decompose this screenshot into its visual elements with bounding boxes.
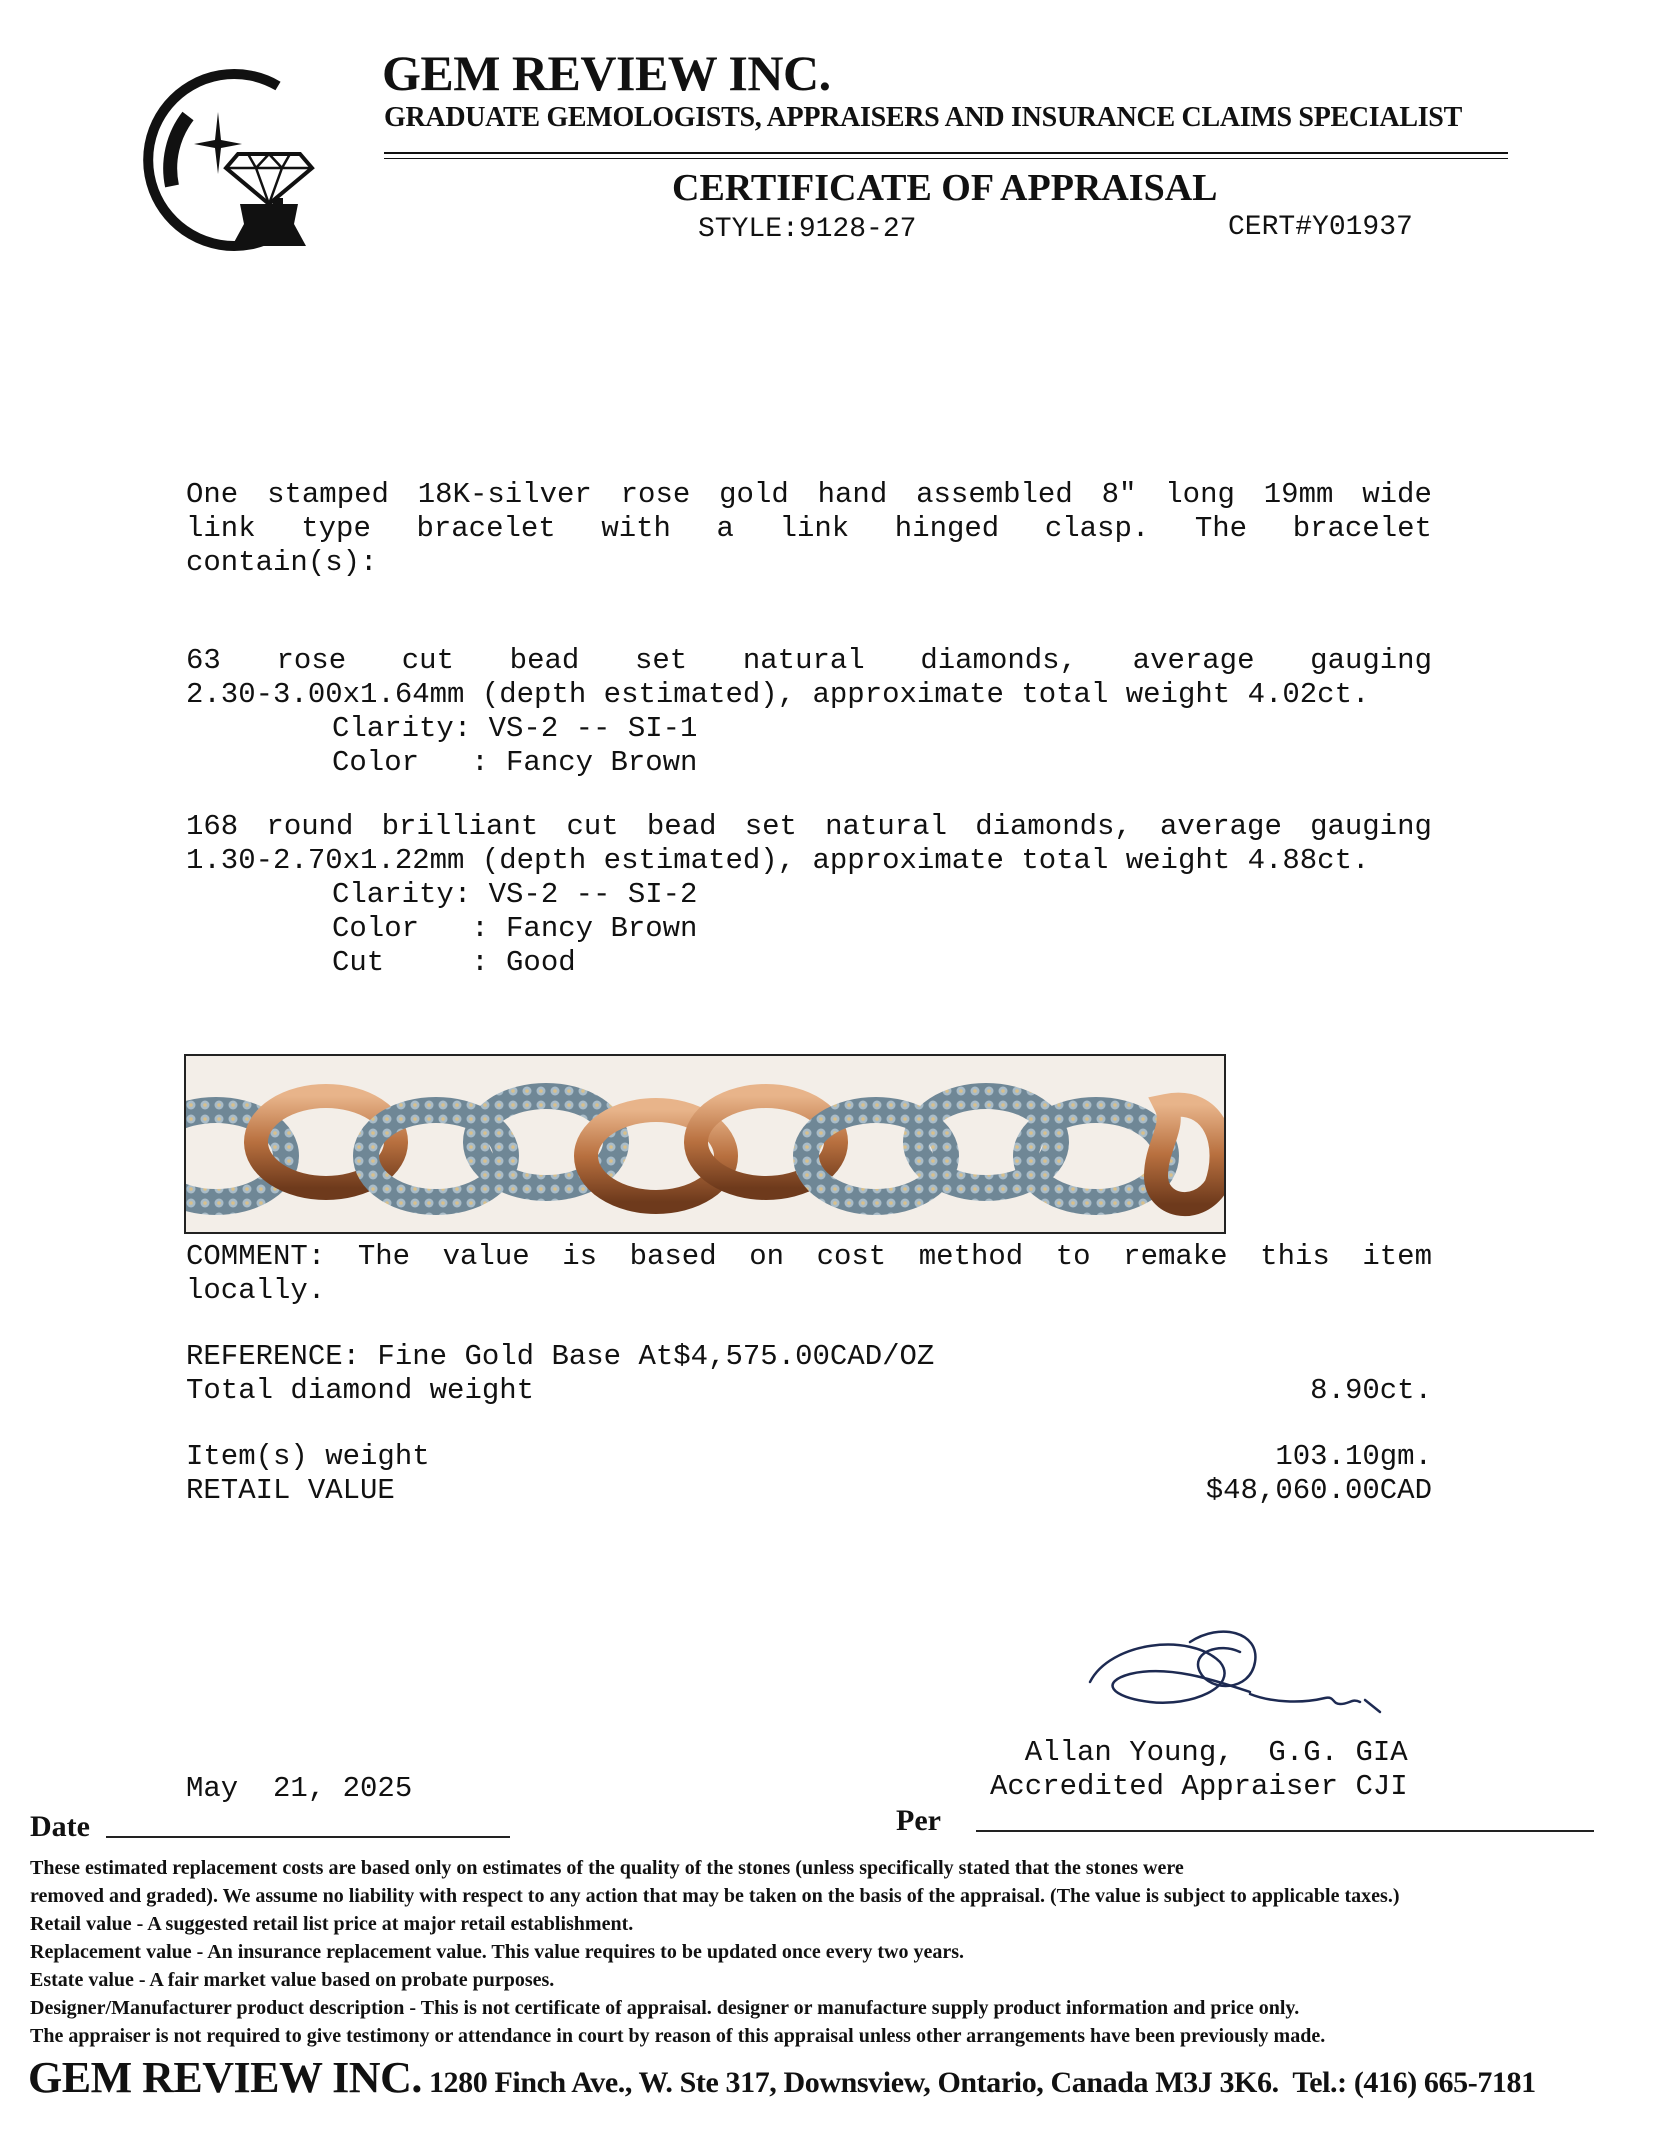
- word: to: [1055, 1240, 1091, 1273]
- total-diamond-label: Total diamond weight: [186, 1374, 535, 1407]
- word: long: [1165, 478, 1235, 511]
- retail-value-label: RETAIL VALUE: [186, 1474, 395, 1507]
- stone-color: Color : Fancy Brown: [332, 912, 698, 945]
- word: natural: [825, 810, 947, 843]
- company-name: GEM REVIEW INC.: [382, 45, 831, 101]
- retail-value-row: [186, 1474, 1432, 1508]
- word: type: [301, 512, 371, 545]
- appraiser-signature: [1070, 1612, 1400, 1732]
- description-line: [186, 478, 1432, 512]
- item-description: [186, 478, 1432, 580]
- word: on: [749, 1240, 784, 1273]
- word: The: [357, 1240, 411, 1273]
- disclaimer-line: Retail value - A suggested retail list price at major retail establishment.: [30, 1913, 634, 1935]
- disclaimer-line: These estimated replacement costs are based only on estimates of the quality of the stones (unless specifically stated that the stones were: [30, 1857, 1184, 1879]
- disclaimer-line: Replacement value - An insurance replacement value. This value requires to be updated once every two years.: [30, 1941, 965, 1963]
- retail-value-amount: $48,060.00CAD: [1205, 1474, 1432, 1507]
- word: rose: [276, 644, 347, 677]
- word: assembled: [916, 478, 1073, 511]
- word: 8": [1101, 478, 1137, 511]
- per-signature-line: [976, 1830, 1594, 1832]
- date-label: Date: [30, 1810, 90, 1843]
- footer-company-name: GEM REVIEW INC.: [28, 2053, 422, 2102]
- word: bracelet: [1292, 512, 1432, 545]
- appraiser-name: Allan Young, G.G. GIA: [1024, 1736, 1408, 1769]
- word: The: [1194, 512, 1248, 545]
- word: bead: [509, 644, 580, 677]
- company-tagline: GRADUATE GEMOLOGISTS, APPRAISERS AND INSURANCE CLAIMS SPECIALIST: [384, 102, 1462, 133]
- disclaimer-line: Estate value - A fair market value based on probate purposes.: [30, 1969, 555, 1991]
- header-divider: [384, 152, 1508, 154]
- bracelet-photo: [184, 1054, 1226, 1234]
- stone-clarity: Clarity: VS-2 -- SI-2: [332, 878, 698, 911]
- word: brilliant: [381, 810, 539, 843]
- stone-measurement-line: 2.30-3.00x1.64mm (depth estimated), approximate total weight 4.02ct.: [186, 678, 1370, 711]
- disclaimer-line: The appraiser is not required to give testimony or attendance in court by reason of this appraisal unless other arrangements have been previously made.: [30, 2025, 1326, 2047]
- stone-group: [186, 810, 1432, 980]
- appraiser-title: Accredited Appraiser CJI: [990, 1770, 1408, 1803]
- word: round: [266, 810, 354, 843]
- reference-block: [186, 1340, 1432, 1408]
- item-weight-label: Item(s) weight: [186, 1440, 430, 1473]
- word: average: [1132, 644, 1255, 677]
- total-diamond-value: 8.90ct.: [1310, 1374, 1432, 1407]
- word: clasp.: [1044, 512, 1150, 545]
- word: stamped: [267, 478, 389, 511]
- stone-group: [186, 644, 1432, 780]
- stone-measurement-line: 1.30-2.70x1.22mm (depth estimated), approximate total weight 4.88ct.: [186, 844, 1370, 877]
- word: hinged: [894, 512, 1000, 545]
- disclaimer-line: Designer/Manufacturer product description - This is not certificate of appraisal. designer or manufacture supply product information and price only.: [30, 1997, 1300, 2019]
- footer-address: 1280 Finch Ave., W. Ste 317, Downsview, Ontario, Canada M3J 3K6. Tel.: (416) 665-7181: [421, 2066, 1536, 2099]
- disclaimer: [30, 1854, 1650, 2050]
- certificate-number: CERT#Y01937: [1228, 212, 1413, 243]
- word: One: [186, 478, 239, 511]
- header-divider: [384, 158, 1508, 159]
- word: remake: [1123, 1240, 1228, 1273]
- stone-cut: Cut : Good: [332, 946, 576, 979]
- word: gauging: [1310, 810, 1432, 843]
- word: this: [1260, 1240, 1330, 1273]
- word: diamonds,: [975, 810, 1132, 843]
- footer: [28, 2052, 1536, 2103]
- word: hand: [817, 478, 888, 511]
- comment-line: [186, 1240, 1432, 1274]
- value-block: [186, 1440, 1432, 1508]
- word: link: [186, 512, 256, 545]
- word: COMMENT:: [186, 1240, 326, 1273]
- diamond-icon: [226, 154, 312, 204]
- stone-color: Color : Fancy Brown: [332, 746, 698, 779]
- comment-block: [186, 1240, 1432, 1308]
- stone-line: [186, 810, 1432, 844]
- gem-review-logo-icon: [128, 56, 328, 256]
- word: wide: [1362, 478, 1432, 511]
- stone-line: [186, 644, 1432, 678]
- style-number: STYLE:9128-27: [698, 214, 917, 245]
- word: diamonds,: [920, 644, 1077, 677]
- date-signature-line: [106, 1836, 510, 1838]
- stone-clarity: Clarity: VS-2 -- SI-1: [332, 712, 698, 745]
- item-weight-row: [186, 1440, 1432, 1474]
- word: method: [918, 1240, 1024, 1273]
- word: cut: [566, 810, 619, 843]
- appraiser-block: [990, 1736, 1408, 1804]
- word: bead: [646, 810, 717, 843]
- word: gauging: [1310, 644, 1432, 677]
- word: natural: [742, 644, 865, 677]
- word: cut: [401, 644, 454, 677]
- word: average: [1160, 810, 1282, 843]
- word: 18K-silver: [417, 478, 592, 511]
- word: link: [779, 512, 850, 545]
- total-diamond-row: [186, 1374, 1432, 1408]
- description-line: [186, 512, 1432, 546]
- word: set: [744, 810, 797, 843]
- word: with: [601, 512, 671, 545]
- word: bracelet: [416, 512, 556, 545]
- word: gold: [719, 478, 789, 511]
- word: based: [629, 1240, 717, 1273]
- certificate-title: CERTIFICATE OF APPRAISAL: [672, 167, 1218, 209]
- word: 168: [186, 810, 239, 843]
- word: 19mm: [1263, 478, 1334, 511]
- word: rose: [620, 478, 691, 511]
- disclaimer-line: removed and graded). We assume no liability with respect to any action that may be taken on the basis of the appraisal. (The value is subject to applicable taxes.): [30, 1885, 1400, 1907]
- word: set: [634, 644, 688, 677]
- word: item: [1362, 1240, 1432, 1273]
- sparkle-star-icon: [194, 112, 242, 174]
- word: is: [562, 1240, 598, 1273]
- appraisal-date: May 21, 2025: [186, 1772, 413, 1805]
- word: a: [716, 512, 734, 545]
- word: cost: [816, 1240, 887, 1273]
- item-weight-value: 103.10gm.: [1275, 1440, 1432, 1473]
- comment-line: locally.: [186, 1274, 326, 1307]
- word: value: [442, 1240, 530, 1273]
- gold-base-reference: REFERENCE: Fine Gold Base At$4,575.00CAD/OZ: [186, 1340, 935, 1373]
- per-label: Per: [896, 1804, 941, 1837]
- word: 63: [186, 644, 221, 677]
- description-line: contain(s):: [186, 546, 378, 579]
